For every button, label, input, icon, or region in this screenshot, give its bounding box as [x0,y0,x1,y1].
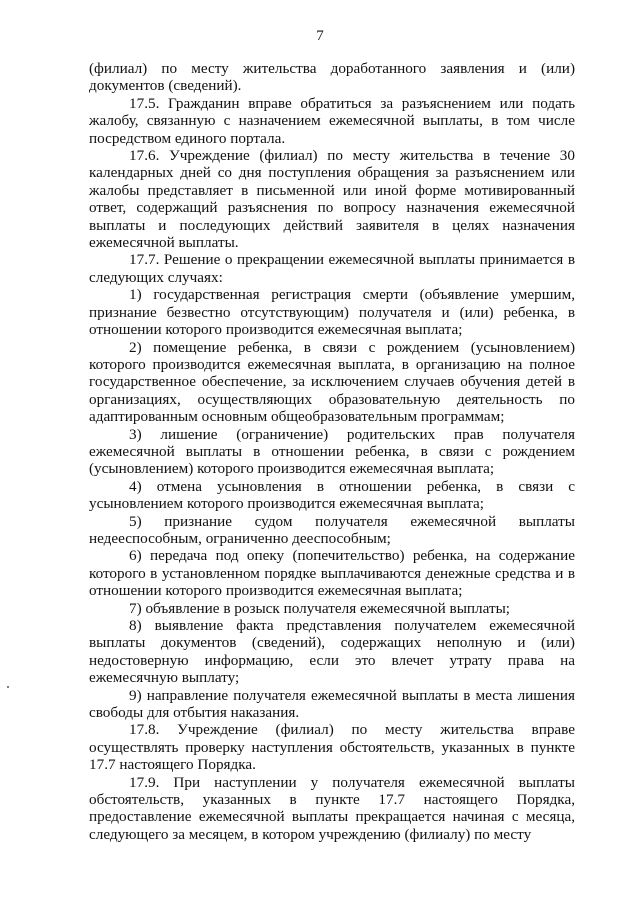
paragraph: 5) признание судом получателя ежемесячной выплаты недееспособным, ограниченно дееспособным; [89,512,575,547]
paragraph: 4) отмена усыновления в отношении ребенка, в связи с усыновлением которого производится ежемесячная выплата; [89,477,575,513]
paragraph: 17.8. Учреждение (филиал) по месту жительства вправе осуществлять проверку наступления обстоятельств, указанных в пункте 17.7 настоящего Порядка. [89,721,575,774]
paragraph: 17.9. При наступлении у получателя ежемесячной выплаты обстоятельств, указанных в пункте 17.7 настоящего Порядка, предоставление ежемесячной выплаты прекращается начиная с месяца, следующего за месяцем, в котором учреждению (филиалу) по месту [89,773,575,843]
paragraph: 2) помещение ребенка, в связи с рождением (усыновлением) которого производится ежемесячная выплата, в организацию на полное государственное обеспечение, за исключением случаев обучения детей в организациях, осуществляющих образовательную деятельность по адаптированным основным общеобразовательным программам; [89,338,575,426]
paragraph: 17.5. Гражданин вправе обратиться за разъяснением или подать жалобу, связанную с назначением ежемесячной выплаты, в том числе посредством единого портала. [89,94,575,147]
page-number: 7 [316,28,324,44]
document-body [89,60,575,843]
paragraph: 9) направление получателя ежемесячной выплаты в места лишения свободы для отбытия наказания. [89,686,575,722]
margin-mark [7,686,9,688]
paragraph: 1) государственная регистрация смерти (объявление умершим, признание безвестно отсутствующим) получателя и (или) ребенка, в отношении которого производится ежемесячная выплата; [89,286,575,339]
paragraph: 6) передача под опеку (попечительство) ребенка, на содержание которого в установленном порядке выплачиваются денежные средства и в отношении которого производится ежемесячная выплата; [89,547,575,600]
paragraph: (филиал) по месту жительства доработанного заявления и (или) документов (сведений). [89,60,575,95]
paragraph: 3) лишение (ограничение) родительских прав получателя ежемесячной выплаты в отношении ребенка, в связи с рождением (усыновлением) которого производится ежемесячная выплата; [89,425,575,478]
paragraph: 8) выявление факта представления получателем ежемесячной выплаты документов (сведений), содержащих неполную и (или) недостоверную информацию, если это влечет утрату права на ежемесячную выплату; [89,617,575,687]
paragraph: 7) объявление в розыск получателя ежемесячной выплаты; [129,599,511,617]
paragraph: 17.6. Учреждение (филиал) по месту жительства в течение 30 календарных дней со дня поступления обращения за разъяснением или жалобы представляет в письменной или иной форме мотивированный ответ, содержащий разъяснения по вопросу назначения ежемесячной выплаты и последующих действий заявителя в целях назначения ежемесячной выплаты. [89,147,575,252]
paragraph: 17.7. Решение о прекращении ежемесячной выплаты принимается в следующих случаях: [89,251,575,286]
